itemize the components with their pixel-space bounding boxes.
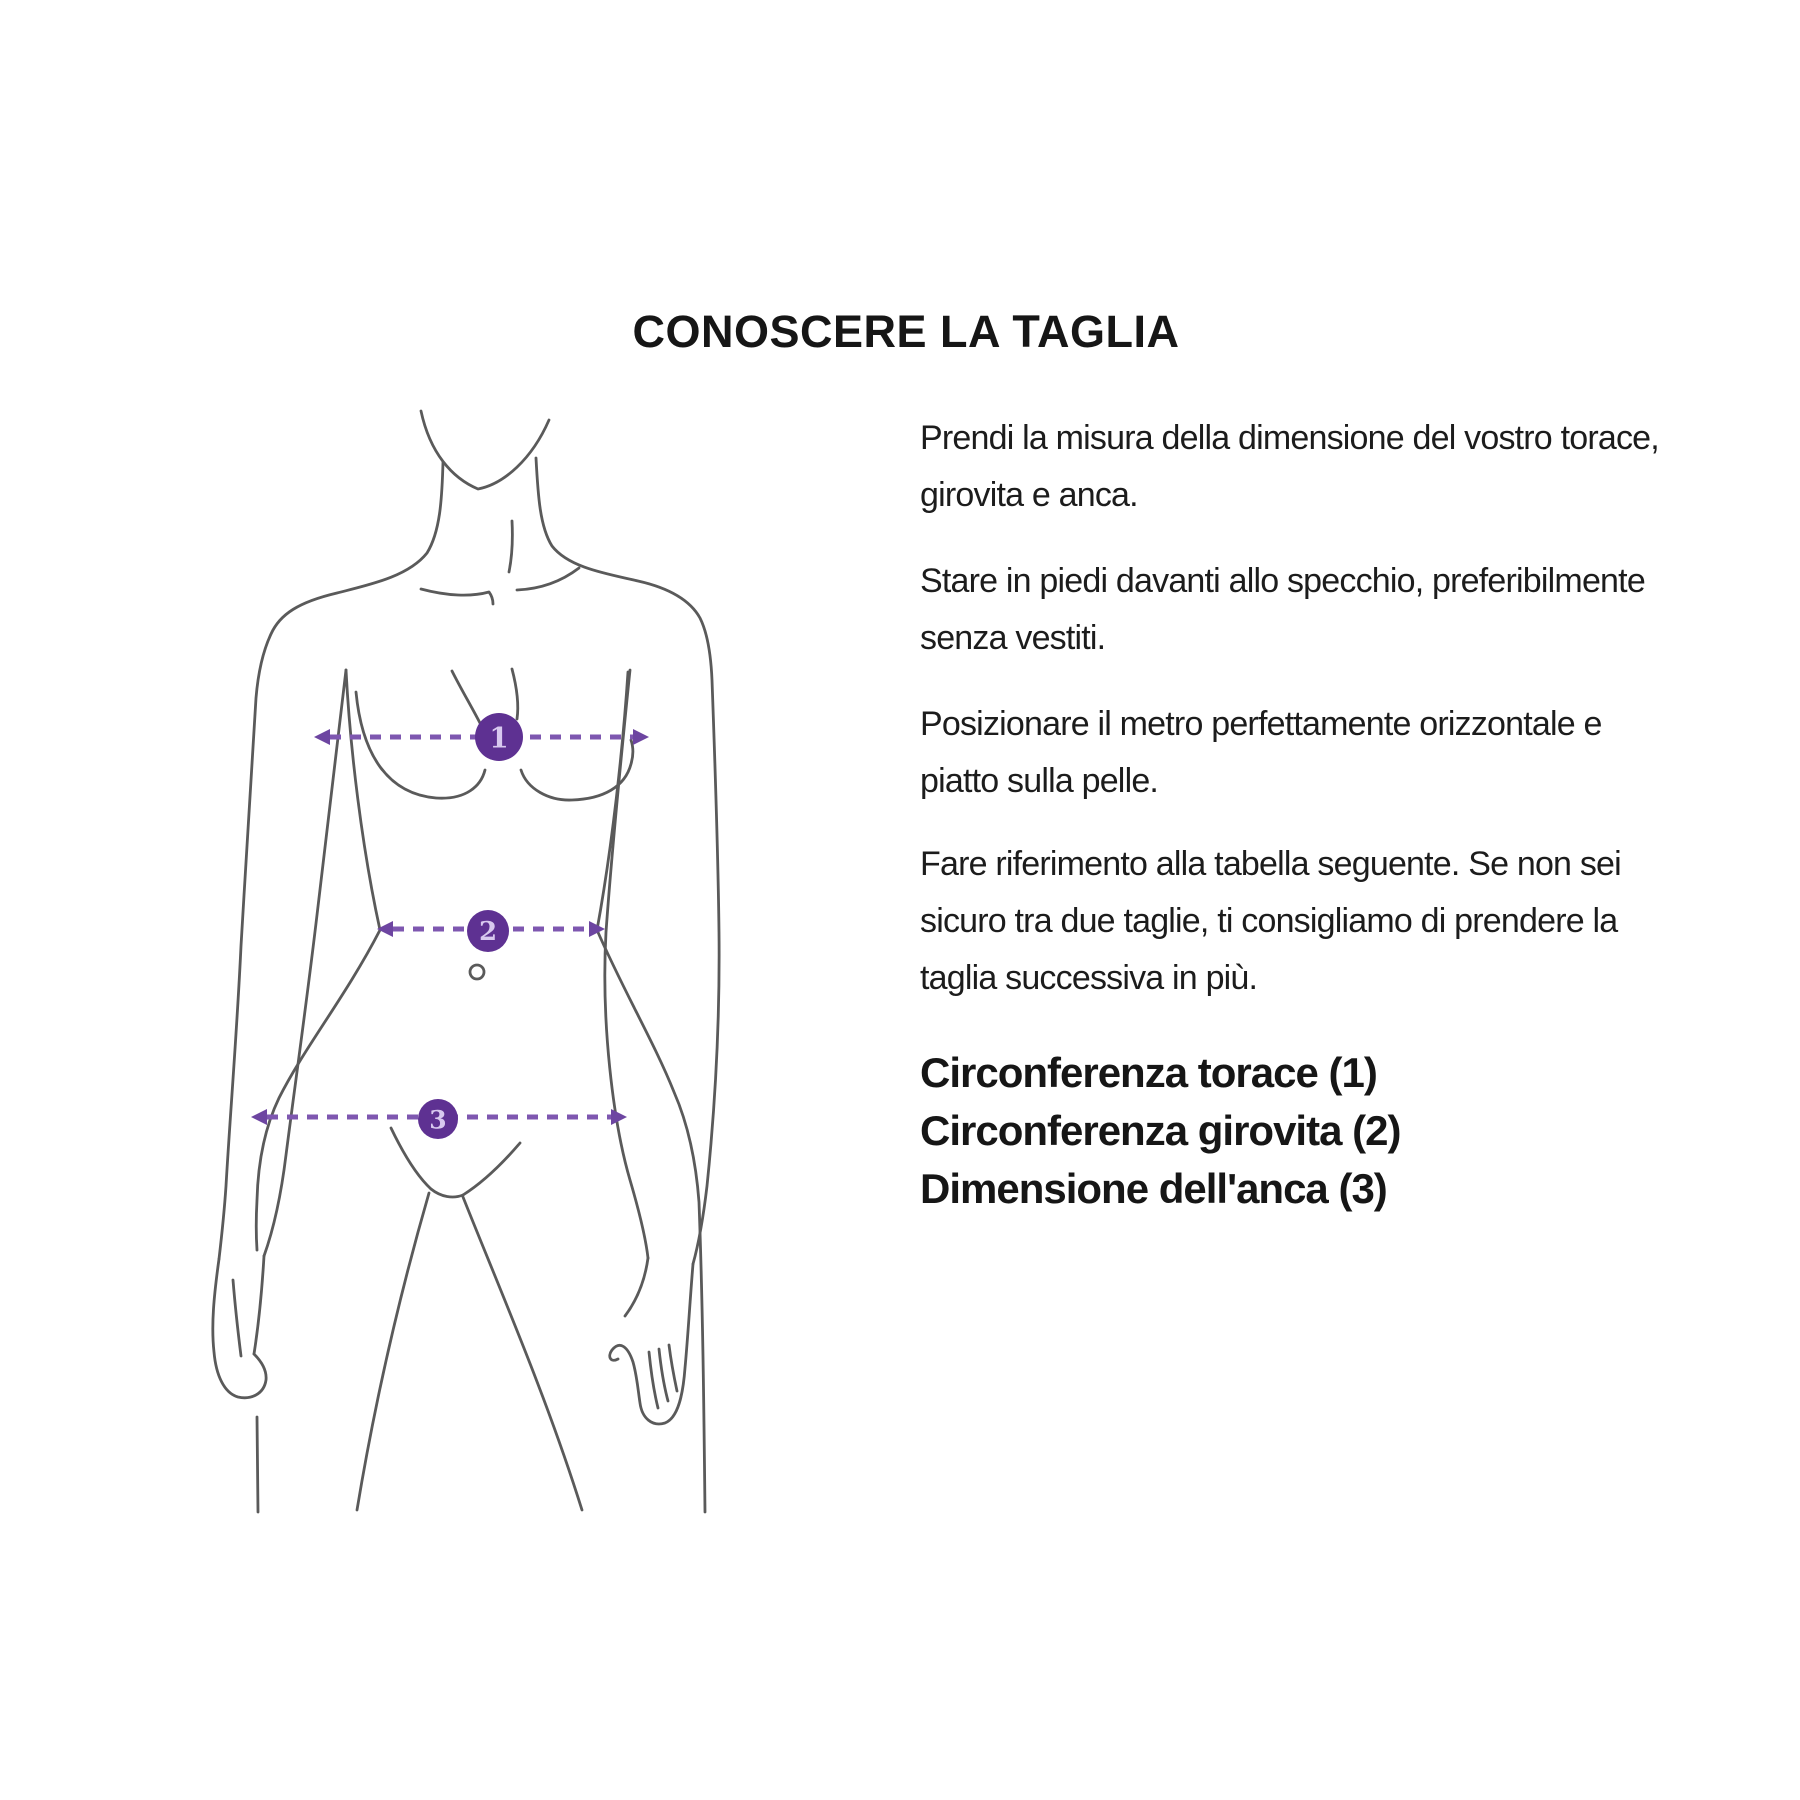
instruction-text-line: girovita e anca. [920, 476, 1138, 514]
measurement-legend [920, 1044, 1400, 1218]
right-hand-finger-line-3 [669, 1345, 677, 1391]
legend-item-waist: Circonferenza girovita (2) [920, 1107, 1401, 1154]
left-breast-inner-line [452, 671, 482, 727]
figure-outline [213, 411, 719, 1512]
instruction-text-line: taglia successiva in più. [920, 959, 1258, 997]
left-torso-hip-line [256, 670, 380, 1250]
right-clavicle-line [517, 568, 579, 590]
left-outer-thigh-line [257, 1417, 258, 1512]
right-hand-finger-line-2 [659, 1349, 668, 1401]
bikini-bottom-line [431, 1189, 463, 1197]
instruction-text-line: Fare riferimento alla tabella seguente. Se non sei [920, 845, 1621, 883]
left-inner-arm-line [264, 670, 346, 1256]
instruction-paragraph [920, 696, 1800, 810]
left-hand-finger-line [233, 1280, 241, 1356]
left-hand-inner-edge [254, 1256, 264, 1354]
right-breast-inner-line [512, 669, 518, 719]
left-inner-thigh-line [357, 1193, 429, 1510]
instruction-text-line: Stare in piedi davanti allo specchio, preferibilmente [920, 562, 1645, 600]
instruction-text-line: sicuro tra due taglie, ti consigliamo di prendere la [920, 902, 1618, 940]
legend-item-hip: Dimensione dell'anca (3) [920, 1165, 1387, 1212]
waist-marker-number: 2 [478, 917, 498, 947]
page-title: CONOSCERE LA TAGLIA [632, 306, 1180, 357]
bikini-left-line [391, 1128, 431, 1189]
navel-mark [470, 965, 484, 979]
instruction-text-line: Posizionare il metro perfettamente orizzontale e [920, 705, 1602, 743]
hip-arrow-left [251, 1109, 267, 1125]
left-clavicle-line [421, 589, 493, 604]
hip-arrow-right [611, 1109, 627, 1125]
right-hand-thumb-line [625, 1258, 648, 1316]
waist-measure-line [377, 910, 605, 952]
instruction-paragraph [920, 553, 1800, 667]
bust-arrow-right [633, 729, 649, 745]
bust-marker-number: 1 [489, 721, 509, 755]
instruction-paragraph [920, 836, 1800, 1007]
bikini-right-line [463, 1143, 520, 1195]
left-neck-shoulder-arm-line [219, 462, 443, 1259]
instruction-paragraph [920, 410, 1800, 524]
right-hand-finger-line-1 [649, 1352, 658, 1408]
right-hand-outline [610, 1264, 693, 1424]
left-breast-under-line [356, 692, 485, 798]
sternal-notch-line [509, 521, 512, 572]
instruction-text-line: piatto sulla pelle. [920, 762, 1159, 800]
bust-arrow-left [314, 729, 330, 745]
instruction-text-line: Prendi la misura della dimensione del vostro torace, [920, 419, 1659, 457]
instruction-text-line: senza vestiti. [920, 619, 1106, 657]
jaw-line [421, 411, 549, 489]
right-inner-thigh-line [463, 1197, 582, 1510]
hip-measure-line [251, 1099, 627, 1139]
hip-marker-number: 3 [429, 1105, 447, 1135]
legend-item-bust: Circonferenza torace (1) [920, 1049, 1377, 1096]
